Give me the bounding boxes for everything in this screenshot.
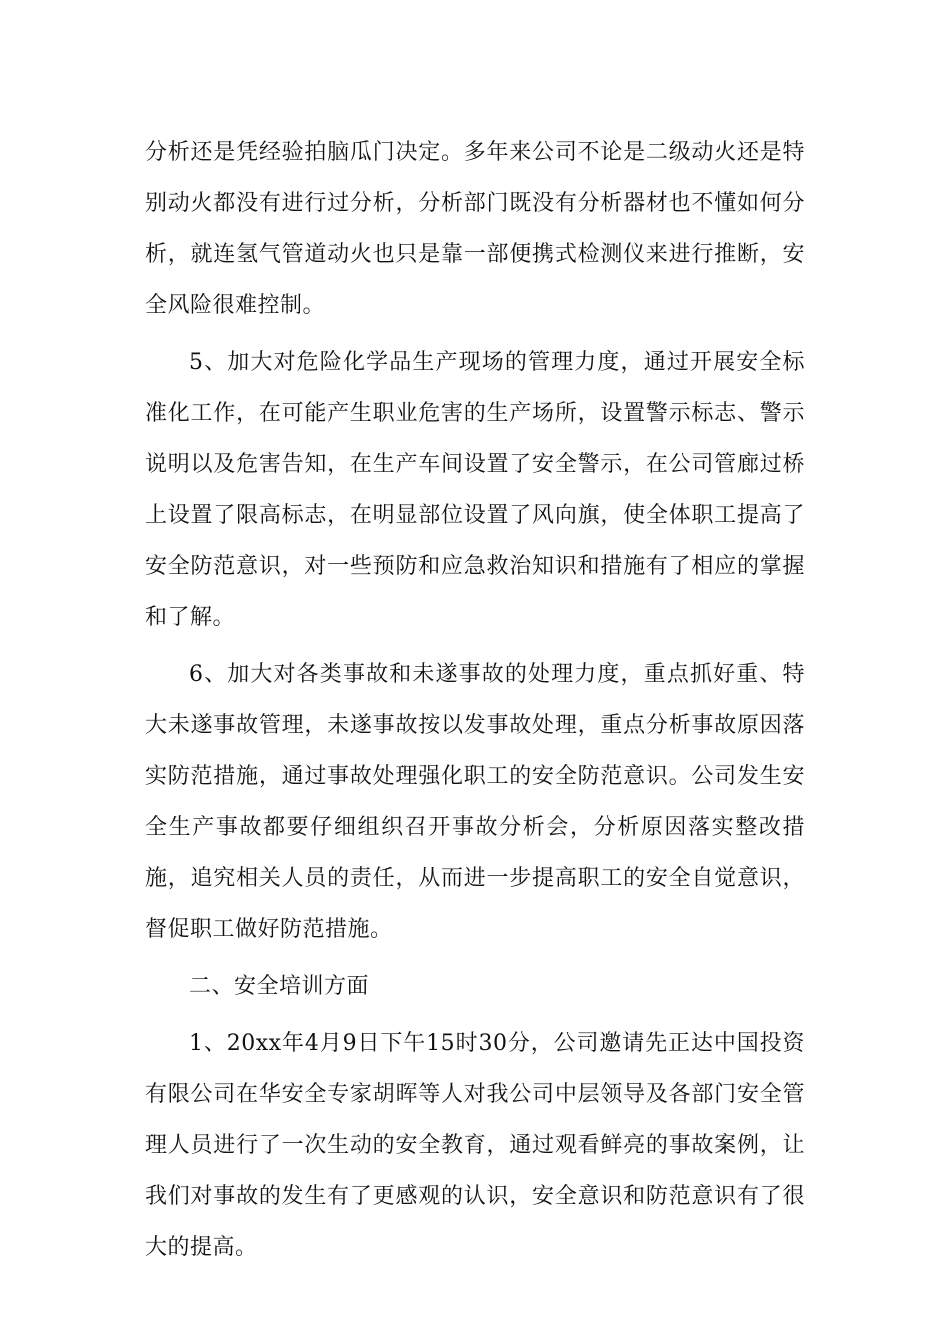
- document-body: [145, 127, 805, 1279]
- paragraph-training-item-1: 1、20xx年4月9日下午15时30分，公司邀请先正达中国投资有限公司在华安全专家胡晖等人对我公司中层领导及各部门安全管理人员进行了一次生动的安全教育，通过观看鲜亮的事故案例，让我们对事故的发生有了更感观的认识，安全意识和防范意识有了很大的提高。: [145, 1031, 805, 1260]
- paragraph-continuation: 分析还是凭经验拍脑瓜门决定。多年来公司不论是二级动火还是特别动火都没有进行过分析，分析部门既没有分析器材也不懂如何分析，就连氢气管道动火也只是靠一部便携式检测仪来进行推断，安全风险很难控制。: [145, 140, 805, 318]
- section-heading-training: 二、安全培训方面: [189, 974, 370, 999]
- paragraph-item-6: 6、加大对各类事故和未遂事故的处理力度，重点抓好重、特大未遂事故管理，未遂事故按以发事故处理，重点分析事故原因落实防范措施，通过事故处理强化职工的安全防范意识。公司发生安全生产事故都要仔细组织召开事故分析会，分析原因落实整改措施，追究相关人员的责任，从而进一步提高职工的安全自觉意识，督促职工做好防范措施。: [145, 662, 805, 942]
- paragraph-item-5: 5、加大对危险化学品生产现场的管理力度，通过开展安全标准化工作，在可能产生职业危害的生产场所，设置警示标志、警示说明以及危害告知，在生产车间设置了安全警示，在公司管廊过桥上设置了限高标志，在明显部位设置了风向旗，使全体职工提高了安全防范意识，对一些预防和应急救治知识和措施有了相应的掌握和了解。: [145, 350, 805, 630]
